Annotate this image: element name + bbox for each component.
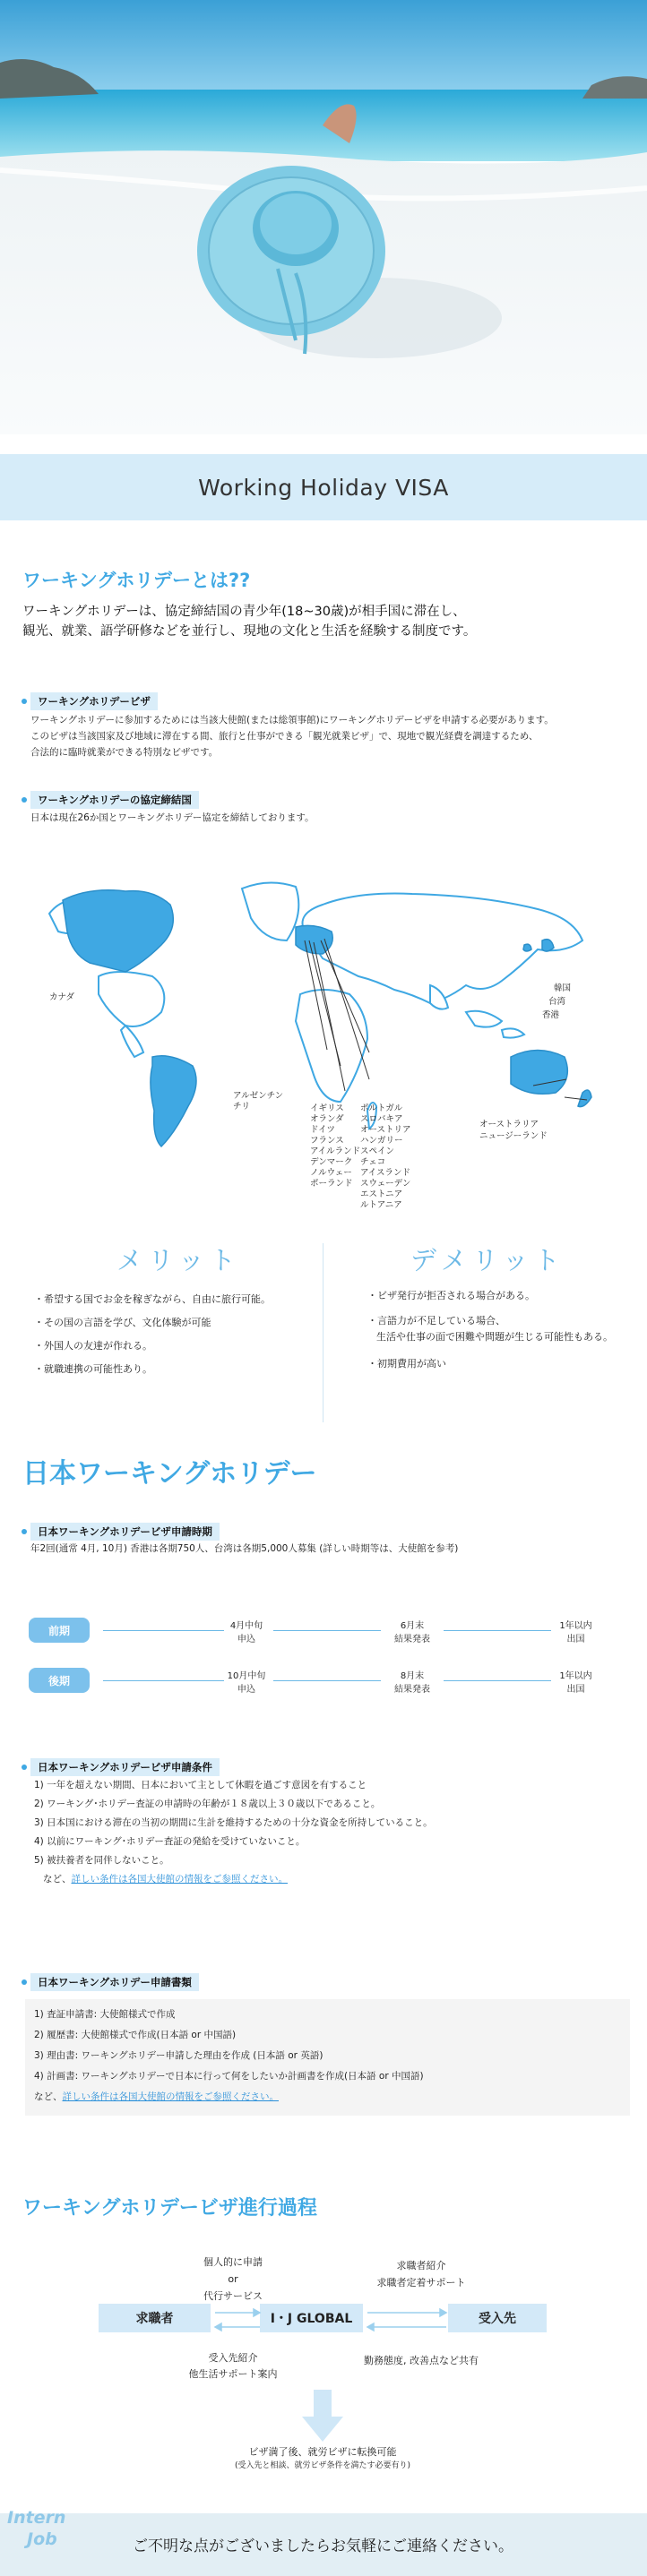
process-note: 求職者紹介 <box>396 2260 446 2271</box>
europe-country: スペイン <box>360 1146 395 1156</box>
first-result-label: 結果発表 <box>394 1635 430 1644</box>
europe-country: ポーランド <box>310 1179 353 1189</box>
visa-text <box>30 712 644 760</box>
timeline-line <box>444 1680 551 1681</box>
visa-line: 合法的に臨時就業ができる特別なビザです。 <box>30 747 219 758</box>
process-note: 受入先紹介 <box>208 2352 258 2364</box>
australia-highlight <box>511 1051 567 1095</box>
condition-item: 5) 被扶養者を同伴しないこと。 <box>34 1855 169 1866</box>
divider <box>323 1243 324 1422</box>
applicant-box: 求職者 <box>99 2304 211 2332</box>
bullet-dot <box>22 1765 27 1770</box>
documents-note <box>34 2087 424 2108</box>
period-label: 日本ワーキングホリデービザ申請時期 <box>30 1523 220 1541</box>
hero-beach-image <box>0 0 647 434</box>
process-heading: ワーキングホリデービザ進行過程 <box>22 2197 317 2220</box>
second-result-label: 結果発表 <box>394 1685 430 1695</box>
visa-label: ワーキングホリデービザ <box>30 692 158 710</box>
down-arrow-icon <box>300 2390 345 2443</box>
indonesia-shape <box>466 1011 502 1027</box>
europe-country: ドイツ <box>310 1125 336 1135</box>
ij-global-box: I・J GLOBAL <box>260 2304 363 2332</box>
europe-country: アイルランド <box>310 1146 361 1156</box>
second-depart-date: 1年以内 <box>559 1671 592 1681</box>
timeline-line <box>273 1680 381 1681</box>
first-result <box>385 1619 439 1646</box>
map-label-canada: カナダ <box>49 992 75 1002</box>
conditions-list <box>34 1776 433 1889</box>
conditions-label: 日本ワーキングホリデービザ申請条件 <box>30 1758 220 1776</box>
conditions-note-prefix: など、 <box>43 1874 72 1885</box>
logo-line2: Job <box>27 2529 57 2549</box>
bullet-dot <box>22 1529 27 1534</box>
document-item: 3) 理由書: ワーキングホリデー申請した理由を作成 (日本語 or 英語) <box>34 2050 324 2061</box>
europe-highlight <box>296 925 332 954</box>
africa-shape <box>296 990 367 1102</box>
about-line: 観光、就業、語学研修などを並行し、現地の文化と生活を経験する制度です。 <box>22 624 477 639</box>
process-note: 個人的に申請 <box>203 2256 263 2268</box>
bullet-dot <box>22 699 27 704</box>
condition-item: 3) 日本国における滞在の当初の期間に生計を維持するための十分な資金を所持していること。 <box>34 1817 433 1828</box>
first-apply <box>220 1619 273 1646</box>
europe-country: エストニア <box>360 1189 403 1199</box>
europe-country: チェコ <box>360 1157 386 1167</box>
map-label-chile: チリ <box>233 1102 251 1112</box>
documents-note-prefix: など、 <box>34 2091 63 2102</box>
embassy-info-link[interactable]: 詳しい条件は各国大使館の情報をご参照ください。 <box>62 2091 279 2102</box>
second-depart <box>551 1670 600 1696</box>
condition-item: 4) 以前にワーキング･ホリデー査証の発給を受けていないこと。 <box>34 1836 306 1847</box>
europe-country: フランス <box>310 1136 344 1146</box>
second-result <box>385 1670 439 1696</box>
canada-highlight <box>63 890 173 972</box>
document-item: 4) 計画書: ワーキングホリデーで日本に行って何をしたいか計画書を作成(日本語 or 中国語) <box>34 2071 424 2082</box>
document-item: 2) 履歴書: 大使館様式で作成(日本語 or 中国語) <box>34 2030 237 2040</box>
first-depart-date: 1年以内 <box>559 1621 592 1631</box>
europe-country: オーストリア <box>360 1125 411 1135</box>
visa-line: このビザは当該国家及び地域に滞在する間、旅行と仕事ができる「観光就業ビザ」で、現地で観光経費を調達するため、 <box>30 731 539 742</box>
first-term-pill: 前期 <box>29 1618 90 1643</box>
europe-country: アイスランド <box>360 1168 411 1178</box>
map-label-korea: 韓国 <box>554 983 572 993</box>
europe-country: スウェーデン <box>360 1179 411 1189</box>
newzealand-highlight <box>578 1090 591 1107</box>
japan-heading: 日本ワーキングホリデー <box>22 1458 317 1490</box>
intern-job-logo <box>0 2499 81 2576</box>
second-result-date: 8月末 <box>400 1671 425 1681</box>
process-note: 代行サービス <box>203 2290 263 2302</box>
merit-list <box>34 1288 271 1381</box>
korea-highlight <box>523 944 531 951</box>
first-result-date: 6月末 <box>400 1621 425 1631</box>
condition-item: 1) 一年を超えない期間、日本において主として休暇を過ごす意図を有すること <box>34 1780 367 1790</box>
europe-country: デンマーク <box>310 1157 353 1167</box>
process-note: or <box>228 2273 238 2285</box>
europe-list-2 <box>360 1103 411 1211</box>
period-text: 年2回(通常 4月, 10月) 香港は各期750人、台湾は各期5,000人募集 (詳しい時期等は、大使館を参考) <box>30 1543 459 1554</box>
visa-line: ワーキングホリデーに参加するためには当該大使館(または総領事館)にワーキングホリデービザを申請する必要があります。 <box>30 715 554 726</box>
second-apply-label: 申込 <box>237 1685 255 1695</box>
final-note: (受入先と相談、就労ビザ条件を満たす必要有り) <box>234 2461 411 2470</box>
first-apply-label: 申込 <box>237 1635 255 1644</box>
documents-label: 日本ワーキングホリデー申請書類 <box>30 1973 199 1991</box>
timeline-line <box>103 1630 224 1631</box>
europe-country: ルトアニア <box>360 1200 402 1210</box>
condition-item: 2) ワーキング･ホリデー査証の申請時の年齢が１８歳以上３０歳以下であること。 <box>34 1799 381 1809</box>
footer-contact-text: ご不明な点がございましたらお気軽にご連絡ください。 <box>133 2537 513 2555</box>
demerit-item: ・言語力が不足している場合、 <box>367 1315 505 1327</box>
process-top-right <box>354 2257 488 2291</box>
demerit-item: ・初期費用が高い <box>367 1358 446 1370</box>
final-line: ビザ満了後、就労ビザに転換可能 <box>248 2446 397 2458</box>
process-note: 求職者定着サポート <box>376 2277 466 2288</box>
europe-list-1 <box>310 1103 360 1189</box>
page-title: Working Holiday VISA <box>0 454 647 520</box>
merit-item: ・外国人の友達が作れる。 <box>34 1340 152 1352</box>
map-label-argentina: アルゼンチン <box>233 1091 284 1101</box>
timeline-line <box>273 1630 381 1631</box>
bullet-dot <box>22 1979 27 1985</box>
europe-country: スロバキア <box>360 1114 403 1124</box>
usa-shape <box>99 972 164 1026</box>
map-label-taiwan: 台湾 <box>548 997 566 1007</box>
document-item: 1) 査証申請書: 大使館様式で作成 <box>34 2009 176 2020</box>
europe-country: イギリス <box>310 1103 344 1113</box>
eurasia-shape <box>303 894 583 1004</box>
second-term-pill: 後期 <box>29 1668 90 1693</box>
timeline-line <box>103 1680 224 1681</box>
first-depart-label: 出国 <box>566 1635 585 1644</box>
receiver-box: 受入先 <box>448 2304 547 2332</box>
documents-list <box>34 2005 424 2108</box>
conditions-note <box>34 1870 433 1889</box>
merit-item: ・その国の言語を学び、文化体験が可能 <box>34 1317 211 1328</box>
europe-country: ノルウェー <box>310 1168 352 1178</box>
europe-country: ハンガリー <box>360 1136 403 1146</box>
merit-item: ・希望する国でお金を稼ぎながら、自由に旅行可能。 <box>34 1293 271 1305</box>
south-america-highlight <box>151 1056 196 1146</box>
first-apply-date: 4月中旬 <box>229 1621 263 1631</box>
greenland-shape <box>242 882 298 940</box>
about-text <box>22 602 641 641</box>
demerit-item: ・ビザ発行が拒否される場合がある。 <box>367 1290 535 1301</box>
flow-arrows <box>211 2302 448 2338</box>
merit-title: メリット <box>116 1245 241 1275</box>
central-america-shape <box>121 1026 143 1057</box>
process-bottom-left <box>179 2350 287 2383</box>
second-depart-label: 出国 <box>566 1685 585 1695</box>
first-depart <box>551 1619 600 1646</box>
embassy-info-link[interactable]: 詳しい条件は各国大使館の情報をご参照ください。 <box>71 1874 288 1885</box>
process-top-left <box>184 2254 282 2305</box>
process-note: 他生活サポート案内 <box>188 2368 278 2380</box>
map-label-hongkong: 香港 <box>542 1010 560 1020</box>
map-label-newzealand: ニュージーランド <box>479 1131 548 1141</box>
bullet-dot <box>22 797 27 803</box>
second-apply-date: 10月中旬 <box>227 1671 266 1681</box>
merit-item: ・就職連携の可能性あり。 <box>34 1363 152 1375</box>
process-bottom-right: 勤務態度, 改善点など共有 <box>364 2355 479 2366</box>
agreement-text: 日本は現在26か国とワーキングホリデー協定を締結しております。 <box>30 812 315 823</box>
about-line: ワーキングホリデーは、協定締結国の青少年(18~30歳)が相手国に滞在し、 <box>22 605 466 619</box>
second-apply <box>220 1670 273 1696</box>
logo-line1: Intern <box>7 2508 66 2528</box>
demerit-title: デメリット <box>410 1245 565 1275</box>
map-label-australia: オーストラリア <box>479 1120 539 1129</box>
new-guinea-shape <box>502 1028 524 1037</box>
europe-country: ポルトガル <box>360 1103 403 1113</box>
demerit-item: 生活や仕事の面で困難や問題が生じる可能性もある。 <box>376 1331 613 1343</box>
europe-country: オランダ <box>310 1114 344 1124</box>
about-heading: ワーキングホリデーとは?? <box>22 570 251 591</box>
agreement-label: ワーキングホリデーの協定締結国 <box>30 791 199 809</box>
timeline-line <box>444 1630 551 1631</box>
demerit-list <box>367 1288 613 1372</box>
